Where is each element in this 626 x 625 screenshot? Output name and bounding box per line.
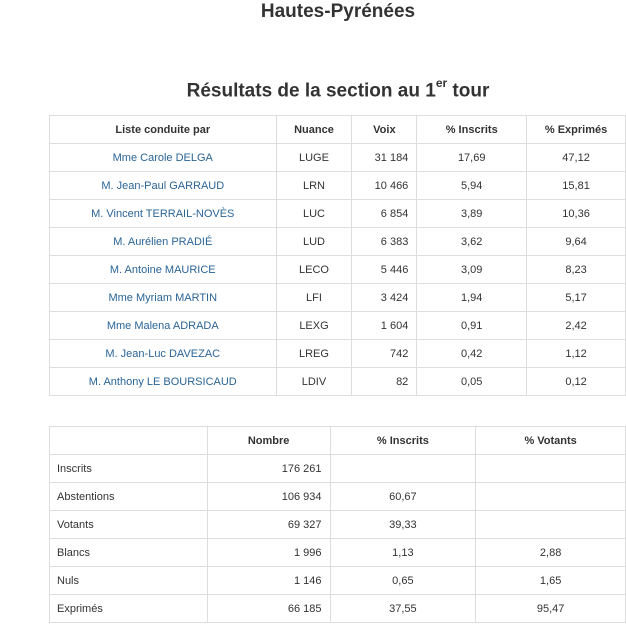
summary-cell — [476, 483, 626, 511]
candidate-link[interactable]: M. Jean-Luc DAVEZAC — [50, 340, 277, 368]
results-cell: 10,36 — [527, 200, 626, 228]
summary-table — [49, 426, 626, 623]
results-cell: 5,94 — [417, 172, 527, 200]
summary-cell: 1,13 — [330, 539, 476, 567]
results-cell: 10 466 — [352, 172, 417, 200]
results-row — [50, 340, 626, 368]
summary-row — [50, 511, 626, 539]
summary-cell: 66 185 — [207, 595, 330, 623]
results-cell: 47,12 — [527, 144, 626, 172]
results-header-cell: % Inscrits — [417, 116, 527, 144]
results-cell: 0,91 — [417, 312, 527, 340]
results-header-cell: Liste conduite par — [50, 116, 277, 144]
summary-cell: 1,65 — [476, 567, 626, 595]
summary-cell — [330, 455, 476, 483]
summary-cell: 37,55 — [330, 595, 476, 623]
summary-header-cell: % Votants — [476, 427, 626, 455]
results-cell: LREG — [276, 340, 352, 368]
section-title — [0, 72, 626, 104]
results-header-cell: Nuance — [276, 116, 352, 144]
summary-cell: 176 261 — [207, 455, 330, 483]
summary-cell: 106 934 — [207, 483, 330, 511]
results-cell: 6 383 — [352, 228, 417, 256]
results-cell: 9,64 — [527, 228, 626, 256]
results-cell: LDIV — [276, 368, 352, 396]
candidate-link[interactable]: M. Aurélien PRADIÉ — [50, 228, 277, 256]
results-header-cell: % Exprimés — [527, 116, 626, 144]
results-cell: 6 854 — [352, 200, 417, 228]
results-row — [50, 256, 626, 284]
results-cell: 3,62 — [417, 228, 527, 256]
results-cell: LUGE — [276, 144, 352, 172]
results-cell: 0,42 — [417, 340, 527, 368]
results-cell: 5 446 — [352, 256, 417, 284]
results-cell: LFI — [276, 284, 352, 312]
results-cell: 1 604 — [352, 312, 417, 340]
summary-label: Exprimés — [50, 595, 208, 623]
results-row — [50, 284, 626, 312]
summary-header-cell — [50, 427, 208, 455]
results-cell: 3,89 — [417, 200, 527, 228]
summary-cell: 69 327 — [207, 511, 330, 539]
summary-label: Votants — [50, 511, 208, 539]
summary-label: Inscrits — [50, 455, 208, 483]
results-header-cell: Voix — [352, 116, 417, 144]
results-row — [50, 200, 626, 228]
summary-header-cell: Nombre — [207, 427, 330, 455]
results-row — [50, 312, 626, 340]
candidate-link[interactable]: M. Vincent TERRAIL-NOVÈS — [50, 200, 277, 228]
results-cell: 1,94 — [417, 284, 527, 312]
summary-row — [50, 567, 626, 595]
results-table — [49, 115, 626, 396]
summary-row — [50, 539, 626, 567]
summary-header-row — [50, 427, 626, 455]
results-cell: 8,23 — [527, 256, 626, 284]
results-row — [50, 144, 626, 172]
summary-header-cell: % Inscrits — [330, 427, 476, 455]
results-cell: 0,05 — [417, 368, 527, 396]
summary-cell: 1 996 — [207, 539, 330, 567]
results-cell: 3 424 — [352, 284, 417, 312]
candidate-link[interactable]: Mme Carole DELGA — [50, 144, 277, 172]
summary-label: Nuls — [50, 567, 208, 595]
candidate-link[interactable]: Mme Myriam MARTIN — [50, 284, 277, 312]
summary-cell: 39,33 — [330, 511, 476, 539]
summary-label: Abstentions — [50, 483, 208, 511]
results-cell: LUD — [276, 228, 352, 256]
summary-row — [50, 483, 626, 511]
results-cell: 3,09 — [417, 256, 527, 284]
results-cell: LEXG — [276, 312, 352, 340]
results-cell: 2,42 — [527, 312, 626, 340]
results-cell: 15,81 — [527, 172, 626, 200]
candidate-link[interactable]: M. Jean-Paul GARRAUD — [50, 172, 277, 200]
summary-row — [50, 595, 626, 623]
summary-cell: 95,47 — [476, 595, 626, 623]
results-cell: LRN — [276, 172, 352, 200]
summary-cell: 60,67 — [330, 483, 476, 511]
results-cell: LECO — [276, 256, 352, 284]
summary-cell: 2,88 — [476, 539, 626, 567]
region-title: Hautes-Pyrénées — [260, 1, 416, 22]
results-cell: LUC — [276, 200, 352, 228]
candidate-link[interactable]: Mme Malena ADRADA — [50, 312, 277, 340]
summary-cell: 0,65 — [330, 567, 476, 595]
section-title-sup: er — [435, 76, 448, 90]
results-cell: 17,69 — [417, 144, 527, 172]
results-cell: 82 — [352, 368, 417, 396]
summary-label: Blancs — [50, 539, 208, 567]
candidate-link[interactable]: M. Anthony LE BOURSICAUD — [50, 368, 277, 396]
candidate-link[interactable]: M. Antoine MAURICE — [50, 256, 277, 284]
results-row — [50, 368, 626, 396]
results-row — [50, 172, 626, 200]
results-header-row — [50, 116, 626, 144]
results-cell: 31 184 — [352, 144, 417, 172]
summary-cell: 1 146 — [207, 567, 330, 595]
section-title-suffix: tour — [447, 80, 490, 102]
summary-cell — [476, 455, 626, 483]
section-title-text: Résultats de la section au 1 — [186, 80, 436, 102]
results-cell: 1,12 — [527, 340, 626, 368]
results-row — [50, 228, 626, 256]
results-cell: 5,17 — [527, 284, 626, 312]
summary-cell — [476, 511, 626, 539]
results-cell: 0,12 — [527, 368, 626, 396]
summary-row — [50, 455, 626, 483]
results-cell: 742 — [352, 340, 417, 368]
